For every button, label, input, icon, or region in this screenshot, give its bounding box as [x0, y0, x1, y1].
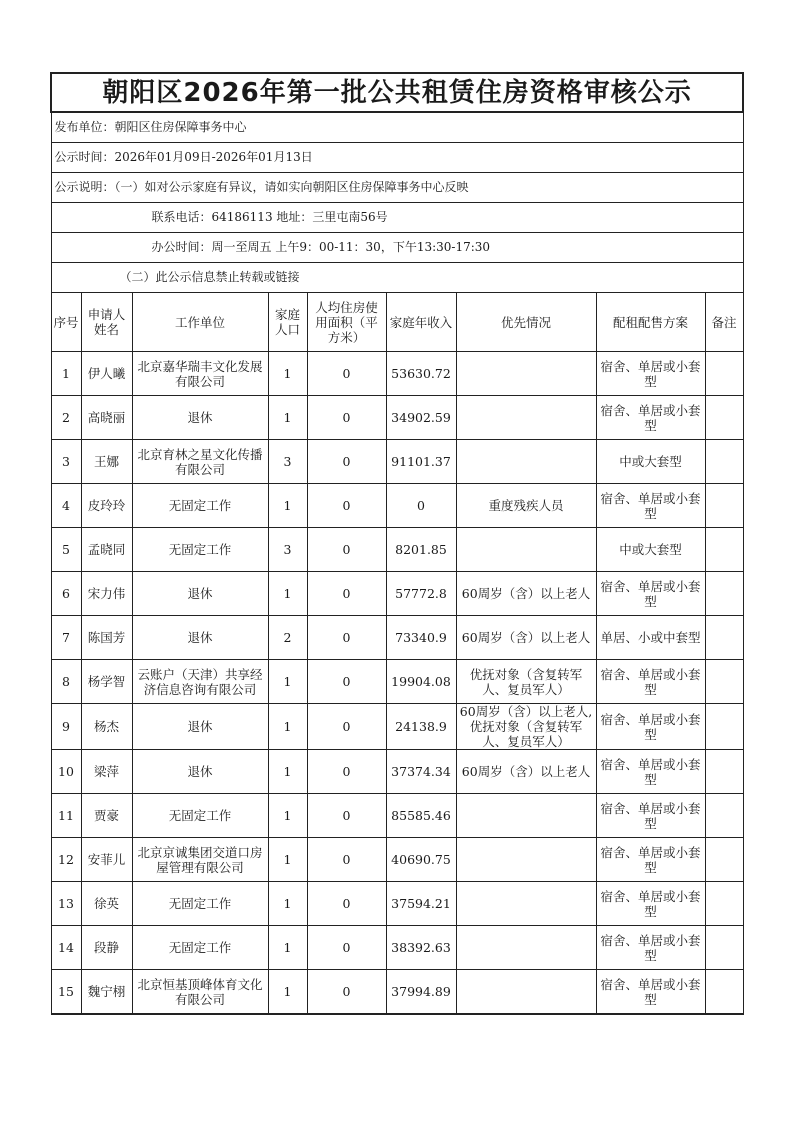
- col-header-income: 家庭年收入: [386, 293, 456, 352]
- priority-status: 重度残疾人员: [456, 484, 596, 528]
- household-size: 1: [268, 838, 307, 882]
- household-size: 1: [268, 970, 307, 1015]
- applicant-name: 魏宁栩: [81, 970, 132, 1015]
- applicant-name: 安菲儿: [81, 838, 132, 882]
- col-header-household: 家庭人口: [268, 293, 307, 352]
- applicant-name: 陈国芳: [81, 616, 132, 660]
- annual-income: 34902.59: [386, 396, 456, 440]
- row-no: 11: [51, 794, 81, 838]
- employer: 无固定工作: [132, 882, 268, 926]
- remark: [705, 704, 743, 750]
- remark: [705, 660, 743, 704]
- priority-status: 60周岁（含）以上老人: [456, 616, 596, 660]
- allocation-plan: 宿舍、单居或小套型: [596, 704, 705, 750]
- row-no: 1: [51, 352, 81, 396]
- row-no: 12: [51, 838, 81, 882]
- per-capita-area: 0: [307, 882, 386, 926]
- row-no: 7: [51, 616, 81, 660]
- household-size: 1: [268, 484, 307, 528]
- row-no: 6: [51, 572, 81, 616]
- allocation-plan: 宿舍、单居或小套型: [596, 882, 705, 926]
- remark: [705, 838, 743, 882]
- applicant-name: 皮玲玲: [81, 484, 132, 528]
- row-no: 10: [51, 750, 81, 794]
- annual-income: 53630.72: [386, 352, 456, 396]
- household-size: 1: [268, 794, 307, 838]
- allocation-plan: 宿舍、单居或小套型: [596, 926, 705, 970]
- row-no: 15: [51, 970, 81, 1015]
- per-capita-area: 0: [307, 484, 386, 528]
- allocation-plan: 宿舍、单居或小套型: [596, 970, 705, 1015]
- applicant-name: 贾豪: [81, 794, 132, 838]
- household-size: 1: [268, 396, 307, 440]
- col-header-plan: 配租配售方案: [596, 293, 705, 352]
- priority-status: [456, 396, 596, 440]
- row-no: 4: [51, 484, 81, 528]
- remark: [705, 970, 743, 1015]
- employer: 退休: [132, 616, 268, 660]
- publisher-line: 发布单位：朝阳区住房保障事务中心: [51, 112, 743, 143]
- household-size: 1: [268, 704, 307, 750]
- applicant-name: 梁萍: [81, 750, 132, 794]
- allocation-plan: 宿舍、单居或小套型: [596, 572, 705, 616]
- priority-status: 60周岁（含）以上老人: [456, 572, 596, 616]
- applicant-name: 王娜: [81, 440, 132, 484]
- remark: [705, 396, 743, 440]
- col-header-name: 申请人姓名: [81, 293, 132, 352]
- applicant-name: 段静: [81, 926, 132, 970]
- priority-status: [456, 970, 596, 1015]
- applicant-name: 孟晓同: [81, 528, 132, 572]
- applicant-name: 杨杰: [81, 704, 132, 750]
- allocation-plan: 中或大套型: [596, 528, 705, 572]
- allocation-plan: 单居、小或中套型: [596, 616, 705, 660]
- employer: 北京京诚集团交道口房屋管理有限公司: [132, 838, 268, 882]
- remark: [705, 926, 743, 970]
- annual-income: 57772.8: [386, 572, 456, 616]
- table-row: [51, 970, 743, 1015]
- allocation-plan: 中或大套型: [596, 440, 705, 484]
- remark: [705, 882, 743, 926]
- employer: 北京恒基顶峰体育文化有限公司: [132, 970, 268, 1015]
- employer: 退休: [132, 704, 268, 750]
- row-no: 14: [51, 926, 81, 970]
- row-no: 5: [51, 528, 81, 572]
- per-capita-area: 0: [307, 616, 386, 660]
- table-row: [51, 484, 743, 528]
- announcement-sheet: [50, 72, 742, 1015]
- remark: [705, 616, 743, 660]
- per-capita-area: 0: [307, 838, 386, 882]
- remark: [705, 572, 743, 616]
- remark: [705, 750, 743, 794]
- row-no: 8: [51, 660, 81, 704]
- employer: 无固定工作: [132, 528, 268, 572]
- per-capita-area: 0: [307, 396, 386, 440]
- table-row: [51, 616, 743, 660]
- table-header-row: [51, 293, 743, 352]
- priority-status: [456, 926, 596, 970]
- table-row: [51, 838, 743, 882]
- col-header-priority: 优先情况: [456, 293, 596, 352]
- allocation-plan: 宿舍、单居或小套型: [596, 838, 705, 882]
- employer: 北京育林之星文化传播有限公司: [132, 440, 268, 484]
- row-no: 3: [51, 440, 81, 484]
- table-row: [51, 352, 743, 396]
- allocation-plan: 宿舍、单居或小套型: [596, 660, 705, 704]
- annual-income: 8201.85: [386, 528, 456, 572]
- per-capita-area: 0: [307, 440, 386, 484]
- period-line: 公示时间：2026年01月09日-2026年01月13日: [51, 143, 743, 173]
- page-title: 朝阳区2026年第一批公共租赁住房资格审核公示: [51, 73, 743, 112]
- priority-status: 60周岁（含）以上老人,优抚对象（含复转军人、复员军人）: [456, 704, 596, 750]
- table-row: [51, 794, 743, 838]
- table-row: [51, 704, 743, 750]
- remark: [705, 352, 743, 396]
- annual-income: 91101.37: [386, 440, 456, 484]
- household-size: 1: [268, 572, 307, 616]
- priority-status: [456, 794, 596, 838]
- note-no-repost: （二）此公示信息禁止转载或链接: [51, 263, 743, 293]
- household-size: 1: [268, 882, 307, 926]
- allocation-plan: 宿舍、单居或小套型: [596, 750, 705, 794]
- remark: [705, 484, 743, 528]
- annual-income: 19904.08: [386, 660, 456, 704]
- row-no: 2: [51, 396, 81, 440]
- table-row: [51, 750, 743, 794]
- employer: 无固定工作: [132, 794, 268, 838]
- applicant-name: 伊人曦: [81, 352, 132, 396]
- employer: 北京嘉华瑞丰文化发展有限公司: [132, 352, 268, 396]
- allocation-plan: 宿舍、单居或小套型: [596, 352, 705, 396]
- employer: 云账户（天津）共享经济信息咨询有限公司: [132, 660, 268, 704]
- applicant-name: 徐英: [81, 882, 132, 926]
- note-contact: 联系电话：64186113 地址：三里屯南56号: [51, 203, 743, 233]
- household-size: 3: [268, 440, 307, 484]
- household-size: 1: [268, 750, 307, 794]
- annual-income: 0: [386, 484, 456, 528]
- table-row: [51, 660, 743, 704]
- priority-status: [456, 528, 596, 572]
- priority-status: [456, 838, 596, 882]
- applicant-name: 宋力伟: [81, 572, 132, 616]
- row-no: 9: [51, 704, 81, 750]
- priority-status: 优抚对象（含复转军人、复员军人）: [456, 660, 596, 704]
- employer: 无固定工作: [132, 926, 268, 970]
- priority-status: 60周岁（含）以上老人: [456, 750, 596, 794]
- household-size: 1: [268, 352, 307, 396]
- col-header-area: 人均住房使用面积（平方米）: [307, 293, 386, 352]
- per-capita-area: 0: [307, 704, 386, 750]
- remark: [705, 440, 743, 484]
- employer: 退休: [132, 396, 268, 440]
- annual-income: 24138.9: [386, 704, 456, 750]
- table-row: [51, 882, 743, 926]
- annual-income: 37594.21: [386, 882, 456, 926]
- priority-status: [456, 352, 596, 396]
- annual-income: 85585.46: [386, 794, 456, 838]
- annual-income: 73340.9: [386, 616, 456, 660]
- priority-status: [456, 440, 596, 484]
- household-size: 1: [268, 660, 307, 704]
- remark: [705, 528, 743, 572]
- per-capita-area: 0: [307, 750, 386, 794]
- table-row: [51, 572, 743, 616]
- employer: 退休: [132, 572, 268, 616]
- allocation-plan: 宿舍、单居或小套型: [596, 794, 705, 838]
- per-capita-area: 0: [307, 926, 386, 970]
- household-size: 1: [268, 926, 307, 970]
- annual-income: 38392.63: [386, 926, 456, 970]
- note-objection: 公示说明：（一）如对公示家庭有异议，请如实向朝阳区住房保障事务中心反映: [51, 173, 743, 203]
- row-no: 13: [51, 882, 81, 926]
- annual-income: 37374.34: [386, 750, 456, 794]
- announcement-table: [50, 72, 744, 1015]
- table-row: [51, 396, 743, 440]
- allocation-plan: 宿舍、单居或小套型: [596, 484, 705, 528]
- annual-income: 40690.75: [386, 838, 456, 882]
- col-header-no: 序号: [51, 293, 81, 352]
- applicant-name: 高晓丽: [81, 396, 132, 440]
- per-capita-area: 0: [307, 352, 386, 396]
- table-body: [51, 352, 743, 1015]
- employer: 无固定工作: [132, 484, 268, 528]
- table-row: [51, 440, 743, 484]
- priority-status: [456, 882, 596, 926]
- col-header-remark: 备注: [705, 293, 743, 352]
- table-row: [51, 528, 743, 572]
- annual-income: 37994.89: [386, 970, 456, 1015]
- per-capita-area: 0: [307, 970, 386, 1015]
- per-capita-area: 0: [307, 528, 386, 572]
- household-size: 2: [268, 616, 307, 660]
- employer: 退休: [132, 750, 268, 794]
- note-office-hours: 办公时间：周一至周五 上午9：00-11：30，下午13:30-17:30: [51, 233, 743, 263]
- household-size: 3: [268, 528, 307, 572]
- applicant-name: 杨学智: [81, 660, 132, 704]
- per-capita-area: 0: [307, 794, 386, 838]
- table-row: [51, 926, 743, 970]
- per-capita-area: 0: [307, 660, 386, 704]
- per-capita-area: 0: [307, 572, 386, 616]
- remark: [705, 794, 743, 838]
- col-header-employer: 工作单位: [132, 293, 268, 352]
- allocation-plan: 宿舍、单居或小套型: [596, 396, 705, 440]
